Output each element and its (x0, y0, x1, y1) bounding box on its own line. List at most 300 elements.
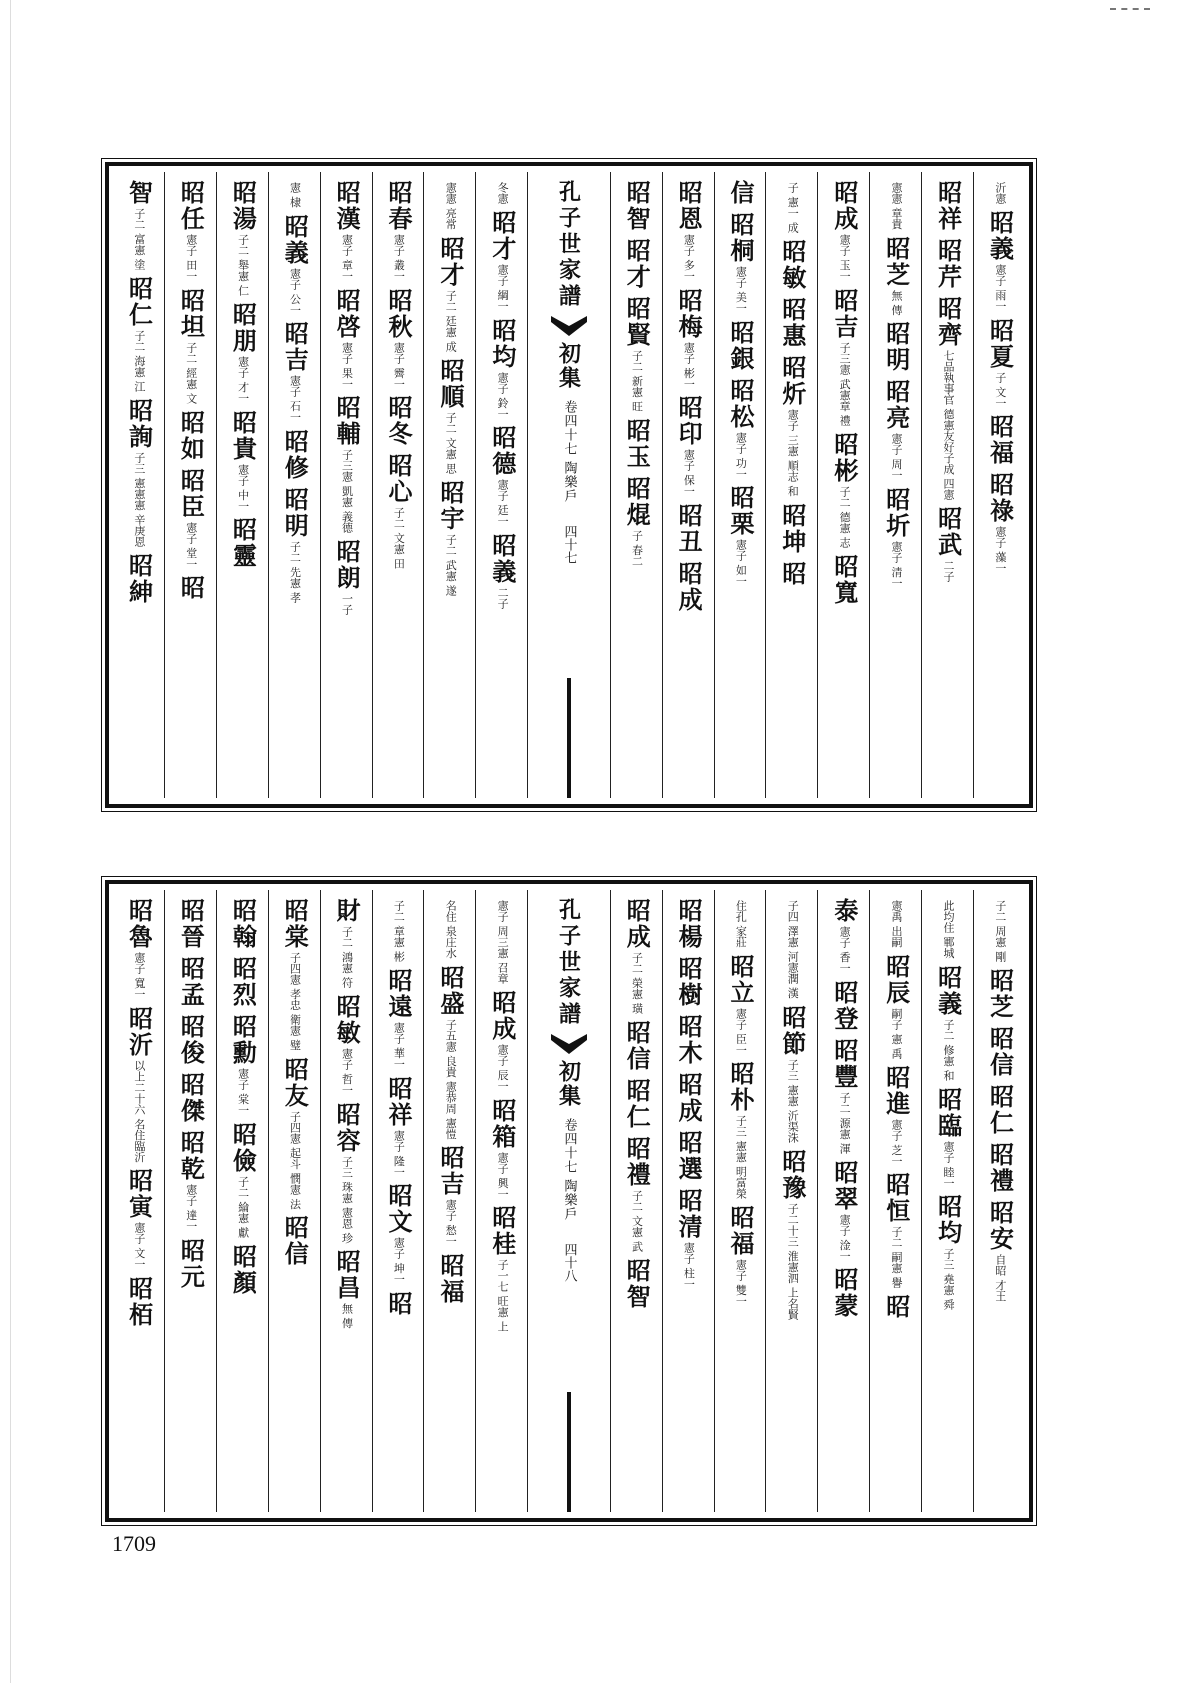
genealogy-entry (881, 321, 911, 373)
genealogy-column (921, 172, 973, 798)
fishtail-mark-icon (551, 1034, 587, 1054)
annotation-note: 憲子 石一 (288, 375, 302, 423)
genealogy-entry (674, 1014, 704, 1066)
person-name: 昭明 (881, 321, 911, 373)
genealogy-entry (829, 431, 859, 548)
genealogy-entry (384, 1290, 414, 1317)
genealogy-entry (228, 1243, 258, 1296)
annotation-note: 憲子 多一 (682, 234, 696, 282)
annotation-note: 憲 棣 (288, 182, 302, 208)
person-name: 昭芝 (985, 968, 1015, 1020)
genealogy-column (372, 890, 424, 1512)
collection-label: 初集 (555, 1060, 582, 1108)
volume-label: 卷四十七 陶樂戶 (561, 400, 577, 504)
person-name: 昭節 (777, 1004, 807, 1057)
genealogy-entry (124, 898, 154, 1000)
annotation-note: 子二 源憲 渾 (838, 1091, 852, 1154)
genealogy-entry (881, 1294, 911, 1320)
person-name: 昭武 (933, 506, 963, 558)
annotation-note: 自昭 才王 (993, 1254, 1007, 1302)
annotation-note: 子三憲 凱憲 義德 (340, 449, 354, 533)
genealogy-entry (332, 898, 362, 988)
genealogy-entry (829, 287, 859, 426)
genealogy-entry (726, 1205, 756, 1307)
annotation-note: 沂憲 (993, 182, 1007, 204)
person-name: 昭蒙 (829, 1267, 859, 1319)
person-name: 昭順 (435, 357, 465, 410)
annotation-note: 嗣子 憲 禹 (890, 1007, 904, 1059)
genealogy-entry (444, 898, 457, 959)
genealogy-entry (674, 1130, 704, 1182)
person-name: 昭吉 (280, 321, 310, 373)
genealogy-entry (933, 1086, 963, 1189)
person-name: 昭盛 (435, 964, 465, 1017)
person-name: 昭春 (384, 180, 414, 232)
genealogy-entry (622, 238, 652, 290)
annotation-note: 憲子 文一 (132, 1222, 146, 1270)
annotation-note: 子二 武憲 遂 (444, 533, 458, 596)
person-name: 昭信 (985, 1026, 1015, 1078)
genealogy-entry (933, 238, 963, 290)
center-rule (567, 1392, 571, 1512)
annotation-note: 子二 文憲 田 (392, 507, 406, 569)
person-name: 昭輔 (332, 395, 362, 447)
person-name: 昭圻 (881, 486, 911, 539)
person-name: 昭棠 (280, 898, 310, 950)
annotation-note: 憲子 坤一 (392, 1237, 406, 1285)
person-name: 昭遠 (384, 968, 414, 1020)
annotation-note: 憲子 芝一 (890, 1118, 904, 1166)
annotation-note: 子三 珠憲 憲恩 珍 (340, 1155, 354, 1243)
person-name: 昭啓 (332, 287, 362, 340)
genealogy-column (610, 172, 662, 798)
annotation-note: 子 文一 (993, 371, 1007, 408)
annotation-note: 子三 堯憲 舜 (941, 1248, 955, 1310)
person-name: 昭紳 (124, 553, 154, 605)
genealogy-entry (829, 1267, 859, 1319)
annotation-note: 憲子 保一 (682, 449, 696, 497)
genealogy-entry (332, 1101, 362, 1244)
person-name: 昭孟 (176, 956, 206, 1008)
genealogy-entry (280, 1215, 310, 1267)
annotation-note: 憲子 霽一 (392, 341, 406, 389)
person-name: 昭義 (280, 213, 310, 266)
genealogy-entry (124, 180, 154, 270)
annotation-note: 子二 綸憲 獻 (236, 1175, 250, 1238)
genealogy-column (164, 890, 216, 1512)
genealogy-entry (392, 898, 405, 962)
person-name: 昭靈 (228, 517, 258, 569)
person-name: 昭冬 (384, 395, 414, 447)
fishtail-mark-icon (551, 316, 587, 336)
person-name: 昭任 (176, 180, 206, 232)
person-name: 昭彬 (829, 431, 859, 484)
annotation-note: 憲憲 亮常 (444, 182, 458, 230)
annotation-note: 子二 德憲 志 (838, 485, 852, 548)
annotation-note: 憲子 玉一 (838, 234, 852, 282)
genealogy-entry (726, 180, 756, 206)
genealogy-entry (985, 210, 1015, 312)
person-name: 昭玉 (622, 418, 652, 470)
annotation-note: 憲子 田一 (184, 234, 198, 282)
genealogy-entry (280, 428, 310, 481)
annotation-note: 子二 章憲 彬 (392, 900, 406, 962)
person-name: 昭芹 (933, 238, 963, 290)
genealogy-entry (435, 357, 465, 474)
annotation-note: 憲憲 章貴 (890, 182, 904, 230)
annotation-note: 子五憲 良貴 憲恭周 憲愷 (444, 1018, 458, 1139)
genealogy-entry (280, 898, 310, 1051)
genealogy-entry (622, 180, 652, 232)
annotation-note: 憲子 香一 (838, 926, 852, 974)
genealogy-entry (332, 994, 362, 1096)
annotation-note: 子三憲 武憲章 禮 (838, 341, 852, 426)
annotation-note: 憲子 美一 (734, 266, 748, 314)
annotation-note: 子二 文憲 思 (444, 411, 458, 474)
annotation-note: 憲子 周一 (890, 433, 904, 481)
genealogy-entry (829, 1037, 859, 1154)
genealogy-entry (674, 1072, 704, 1124)
corner-mark (1110, 8, 1150, 12)
genealogy-entry (889, 898, 902, 948)
person-name: 昭文 (384, 1183, 414, 1235)
genealogy-entry (332, 287, 362, 390)
genealogy-panel-upper (105, 162, 1033, 808)
annotation-note: 子二 富憲 塗 (132, 208, 146, 270)
annotation-note: 憲子 三憲 順志 和 (786, 409, 800, 497)
annotation-note: 七品執事官 德憲友好子成 四憲 (941, 350, 955, 500)
person-name: 昭福 (435, 1252, 465, 1305)
annotation-note: 二子 (496, 586, 510, 609)
person-name: 昭朗 (332, 539, 362, 591)
person-name: 昭心 (384, 453, 414, 505)
genealogy-entry (829, 180, 859, 282)
person-name: 昭坤 (777, 502, 807, 555)
person-name: 昭寬 (829, 553, 859, 606)
genealogy-entry (487, 425, 517, 527)
genealogy-entry (176, 1237, 206, 1290)
annotation-note: 二子 (941, 560, 955, 582)
genealogy-entry (176, 1130, 206, 1232)
annotation-note: 子二 嗣憲 譽 (890, 1226, 904, 1288)
annotation-note: 憲子 綱一 (496, 264, 510, 312)
genealogy-entry (933, 964, 963, 1081)
person-name: 昭恒 (881, 1172, 911, 1224)
genealogy-entry (280, 1056, 310, 1210)
person-name: 昭齊 (933, 296, 963, 348)
person-name: 昭成 (487, 990, 517, 1042)
annotation-note: 憲子 堂一 (184, 521, 198, 569)
person-name: 昭 (384, 1290, 414, 1317)
genealogy-column (164, 172, 216, 798)
genealogy-entry (786, 180, 799, 233)
annotation-note: 子四 澤憲 河憲潤 漢 (786, 900, 800, 999)
person-name: 昭栢 (124, 1275, 154, 1328)
annotation-note: 憲子 中一 (236, 463, 250, 511)
genealogy-column (817, 172, 869, 798)
genealogy-entry (435, 964, 465, 1140)
annotation-note: 憲子 雨一 (993, 264, 1007, 312)
annotation-note: 名住 泉庄水 (444, 900, 458, 959)
person-name: 昭智 (622, 180, 652, 232)
person-name: 昭臣 (176, 467, 206, 520)
person-name: 昭昌 (332, 1249, 362, 1301)
genealogy-entry (176, 575, 206, 601)
genealogy-entry (176, 409, 206, 462)
genealogy-entry (487, 532, 517, 609)
genealogy-entry (176, 1014, 206, 1066)
genealogy-entry (384, 453, 414, 569)
genealogy-column (869, 890, 921, 1512)
genealogy-entry (674, 1188, 704, 1290)
annotation-note: 子三 憲憲憲 辛庚恩 (132, 452, 146, 547)
annotation-note: 無 傳 (340, 1303, 354, 1329)
genealogy-entry (288, 180, 301, 208)
person-name: 昭仁 (985, 1084, 1015, 1136)
genealogy-entry (228, 517, 258, 569)
annotation-note: 憲子 清一 (890, 540, 904, 588)
genealogy-entry (829, 979, 859, 1032)
collection-label: 初集 (555, 342, 582, 390)
annotation-note: 子二 榮憲 璜 (630, 952, 644, 1014)
person-name: 昭焜 (622, 476, 652, 528)
person-name: 昭選 (674, 1130, 704, 1182)
genealogy-entry (228, 956, 258, 1008)
person-name: 信 (726, 180, 756, 206)
annotation-note: 子一七 旺憲 上 (496, 1259, 510, 1332)
person-name: 昭貴 (228, 409, 258, 462)
person-name: 昭晉 (176, 898, 206, 950)
person-name: 昭信 (280, 1215, 310, 1267)
genealogy-entry (829, 1159, 859, 1262)
person-name: 昭漢 (332, 180, 362, 232)
genealogy-entry (985, 1142, 1015, 1194)
genealogy-column (973, 172, 1025, 798)
genealogy-entry (777, 502, 807, 555)
genealogy-entry (881, 486, 911, 589)
person-name: 昭成 (674, 1072, 704, 1124)
genealogy-entry (777, 1148, 807, 1320)
person-name: 昭儉 (228, 1121, 258, 1174)
annotation-note: 憲子 藻一 (993, 526, 1007, 574)
genealogy-entry (487, 317, 517, 420)
person-name: 昭敏 (777, 239, 807, 291)
person-name: 昭修 (280, 428, 310, 481)
genealogy-column (423, 172, 475, 798)
annotation-note: 憲子 果一 (340, 341, 354, 389)
genealogy-entry (674, 560, 704, 613)
person-name: 昭朴 (726, 1061, 756, 1113)
annotation-note: 憲子 隆一 (392, 1129, 406, 1177)
annotation-note: 憲子 周三憲 召章 (496, 900, 510, 984)
person-name: 昭清 (674, 1188, 704, 1240)
annotation-note: 子二 周憲 剛 (993, 900, 1007, 962)
person-name: 昭德 (487, 425, 517, 477)
genealogy-column (268, 890, 320, 1512)
annotation-note: 子二 文憲 武 (630, 1190, 644, 1252)
genealogy-entry (881, 235, 911, 316)
genealogy-entry (176, 1072, 206, 1124)
person-name: 昭仁 (124, 276, 154, 328)
genealogy-entry (881, 1172, 911, 1288)
genealogy-column (765, 890, 817, 1512)
annotation-note: 憲子 華一 (392, 1022, 406, 1070)
genealogy-entry (622, 296, 652, 412)
genealogy-entry (176, 180, 206, 282)
genealogy-entry (280, 321, 310, 423)
person-name: 昭翰 (228, 898, 258, 950)
genealogy-panel-lower (105, 880, 1033, 1522)
annotation-note: 憲子 章一 (340, 234, 354, 282)
person-name: 昭禮 (622, 1136, 652, 1188)
annotation-note: 子二 鴻憲 符 (340, 926, 354, 988)
genealogy-entry (985, 317, 1015, 409)
genealogy-entry (228, 302, 258, 404)
person-name: 昭敏 (332, 994, 362, 1046)
person-name: 昭禮 (985, 1142, 1015, 1194)
person-name: 昭惠 (777, 297, 807, 349)
person-name: 昭桂 (487, 1205, 517, 1257)
genealogy-entry (280, 486, 310, 603)
genealogy-entry (933, 506, 963, 582)
genealogy-entry (332, 180, 362, 282)
person-name: 昭成 (674, 560, 704, 613)
person-name: 昭樹 (674, 956, 704, 1008)
genealogy-entry (726, 319, 756, 372)
person-name: 昭松 (726, 377, 756, 430)
annotation-note: 憲子 雙一 (734, 1259, 748, 1307)
genealogy-entry (985, 1200, 1015, 1302)
person-name: 昭梅 (674, 287, 704, 340)
person-name: 昭芝 (881, 235, 911, 288)
genealogy-entry (933, 1194, 963, 1310)
person-name: 昭 (176, 575, 206, 601)
genealogy-entry (228, 1121, 258, 1238)
genealogy-entry (228, 898, 258, 950)
genealogy-column (662, 172, 714, 798)
person-name: 昭祿 (985, 472, 1015, 524)
person-name: 昭義 (487, 532, 517, 585)
annotation-note: 憲子 公一 (288, 267, 302, 315)
genealogy-entry (384, 1075, 414, 1178)
genealogy-entry (985, 472, 1015, 574)
annotation-note: 子二 修憲 和 (941, 1018, 955, 1081)
genealogy-entry (622, 418, 652, 470)
genealogy-entry (985, 414, 1015, 466)
person-name: 昭俊 (176, 1014, 206, 1066)
annotation-note: 子二十三 淮憲泗 上名賢 (786, 1202, 800, 1320)
genealogy-entry (674, 956, 704, 1008)
genealogy-column (216, 890, 268, 1512)
annotation-note: 子四憲 孝忠 衛憲 璧 (288, 952, 302, 1051)
genealogy-entry (777, 560, 807, 587)
person-name: 昭豐 (829, 1037, 859, 1090)
person-name: 昭祥 (933, 180, 963, 232)
person-name: 昭乾 (176, 1130, 206, 1182)
person-name: 昭亮 (881, 379, 911, 431)
person-name: 昭臨 (933, 1086, 963, 1139)
annotation-note: 子二 經憲 文 (184, 341, 198, 404)
genealogy-entry (176, 956, 206, 1008)
person-name: 昭印 (674, 395, 704, 447)
person-name: 昭福 (985, 414, 1015, 466)
genealogy-entry (124, 553, 154, 605)
annotation-note: 憲子 功一 (734, 431, 748, 479)
genealogy-entry (176, 898, 206, 950)
person-name: 昭箱 (487, 1097, 517, 1150)
person-name: 昭湯 (228, 180, 258, 232)
genealogy-entry (726, 1061, 756, 1199)
book-title: 孔子世家譜 (555, 180, 582, 310)
person-name: 昭坦 (176, 287, 206, 340)
person-name: 昭義 (933, 964, 963, 1017)
center-rule (567, 678, 571, 798)
genealogy-entry (881, 379, 911, 481)
genealogy-entry (622, 1020, 652, 1072)
annotation-note: 冬憲 (496, 182, 510, 204)
annotation-note: 子二 先憲 孝 (288, 540, 302, 603)
person-name: 智 (124, 180, 154, 206)
genealogy-column (869, 172, 921, 798)
annotation-note: 憲子 辰一 (496, 1044, 510, 1092)
genealogy-entry (993, 898, 1006, 962)
genealogy-entry (384, 968, 414, 1070)
genealogy-entry (829, 898, 859, 974)
annotation-note: 憲子 彬一 (682, 341, 696, 389)
person-name: 昭容 (332, 1101, 362, 1154)
annotation-note: 子三 憲憲 明富榮 (734, 1115, 748, 1199)
genealogy-column (765, 172, 817, 798)
genealogy-entry (332, 1249, 362, 1329)
genealogy-entry (622, 1136, 652, 1252)
person-name: 昭元 (176, 1237, 206, 1290)
genealogy-column (817, 890, 869, 1512)
person-name: 昭如 (176, 409, 206, 462)
person-name: 昭吉 (435, 1145, 465, 1197)
genealogy-entry (941, 898, 954, 959)
genealogy-entry (777, 355, 807, 497)
genealogy-entry (622, 898, 652, 1014)
genealogy-entry (622, 1258, 652, 1310)
annotation-note: 此均住 鄆城 (941, 900, 955, 959)
annotation-note: 憲子 寬一 (132, 952, 146, 1000)
genealogy-entry (384, 1183, 414, 1285)
genealogy-column (662, 890, 714, 1512)
genealogy-entry (777, 239, 807, 291)
genealogy-entry (726, 953, 756, 1056)
genealogy-entry (881, 953, 911, 1059)
genealogy-entry (726, 485, 756, 587)
genealogy-entry (435, 235, 465, 352)
person-name: 昭智 (622, 1258, 652, 1310)
person-name: 昭賢 (622, 296, 652, 348)
genealogy-entry (124, 1168, 154, 1270)
genealogy-entry (726, 377, 756, 480)
genealogy-entry (985, 1026, 1015, 1078)
genealogy-column (973, 890, 1025, 1512)
person-name: 昭安 (985, 1200, 1015, 1252)
person-name: 昭均 (487, 317, 517, 370)
person-name: 昭朋 (228, 302, 258, 354)
person-name: 昭仁 (622, 1078, 652, 1130)
genealogy-entry (496, 180, 509, 204)
person-name: 昭顏 (228, 1243, 258, 1296)
genealogy-entry (487, 1205, 517, 1332)
person-name: 財 (332, 898, 362, 924)
person-name: 昭均 (933, 1194, 963, 1246)
annotation-note: 憲子 柱一 (682, 1242, 696, 1290)
person-name: 昭烈 (228, 956, 258, 1008)
